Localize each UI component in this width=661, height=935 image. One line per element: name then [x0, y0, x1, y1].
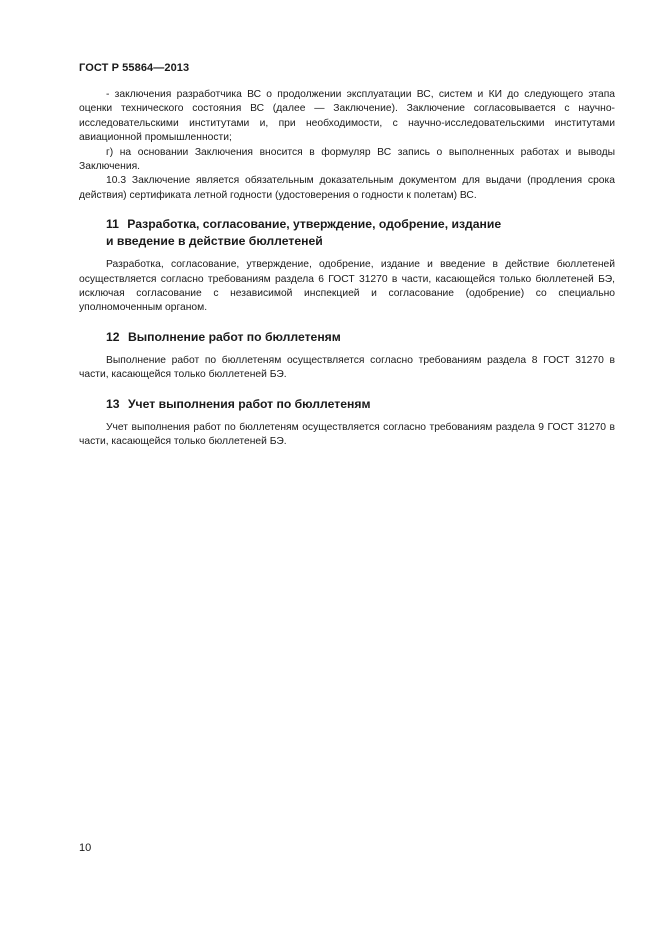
- document-code-header: ГОСТ Р 55864—2013: [79, 62, 190, 74]
- paragraph-10-3: 10.3 Заключение является обязательным доказательным документом для выдачи (продления срока действия) сертификата летной годности (удостоверения о годности к полетам) ВС.: [79, 175, 615, 201]
- section-title-line: Разработка, согласование, утверждение, одобрение, издание: [127, 217, 502, 232]
- paragraph-item-g: г) на основании Заключения вносится в формуляр ВС запись о выполненных работах и выводы Заключения.: [79, 146, 615, 173]
- section-number: 11: [106, 217, 119, 232]
- section-title-line: Выполнение работ по бюллетеням: [127, 329, 341, 344]
- page-number: 10: [79, 842, 92, 854]
- document-body: [79, 88, 615, 450]
- section-text-12: Выполнение работ по бюллетеням осуществляется согласно требованиям раздела 8 ГОСТ 31270 в части, касающейся только бюллетеней БЭ.: [79, 354, 615, 381]
- section-heading-11: [79, 216, 615, 250]
- section-heading-12: [79, 329, 615, 346]
- section-title-line: Учет выполнения работ по бюллетеням: [127, 396, 371, 411]
- section-heading-13: [79, 396, 615, 413]
- paragraph-conclusion-developer: - заключения разработчика ВС о продолжении эксплуатации ВС, систем и КИ до следующего этапа оценки технического состояния ВС (далее — Заключение). Заключение согласовывается с научно-исследовательскими институтами и, при необходимости, с научно-исследовательскими институтами авиационной промышленности;: [79, 89, 615, 144]
- section-text-13: Учет выполнения работ по бюллетеням осуществляется согласно требованиям раздела 9 ГОСТ 31270 в части, касающейся только бюллетеней БЭ.: [79, 421, 615, 448]
- section-number: 13: [106, 396, 120, 411]
- section-text-11: Разработка, согласование, утверждение, одобрение, издание и введение в действие бюллетеней осуществляется согласно требованиям раздела 6 ГОСТ 31270 в части, касающейся только бюллетеней БЭ, исключая согласование с независимой инспекцией и согласование (одобрение) со специально уполномоченным органом.: [79, 259, 615, 314]
- section-number: 12: [106, 329, 120, 344]
- section-title-line: и введение в действие бюллетеней: [106, 234, 323, 249]
